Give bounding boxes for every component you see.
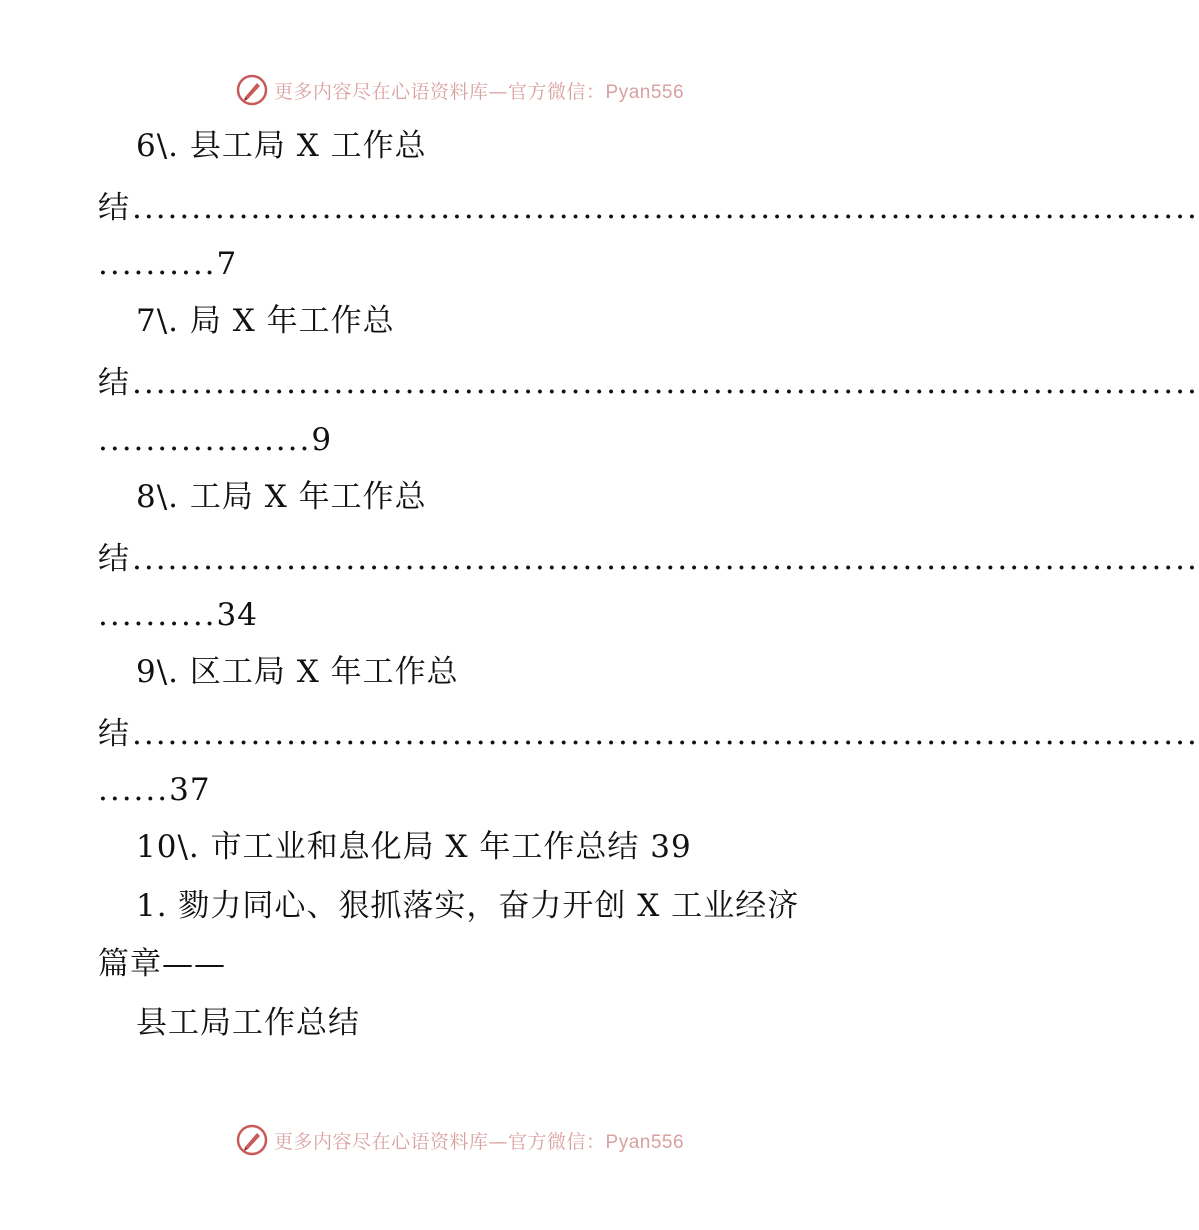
section-1-heading-line1: 1. 勠力同心、狠抓落实，奋力开创 X 工业经济 xyxy=(136,888,800,924)
toc-item-6-leader-tail xyxy=(98,244,237,284)
toc-item-8-suffix: 结 xyxy=(98,541,130,577)
toc-item-7-leader: .......................................................................................... xyxy=(132,365,1199,401)
toc-item-9-suffix: 结 xyxy=(98,716,130,752)
toc-item-10[interactable]: 10\. 市工业和息化局 X 年工作总结 39 xyxy=(136,829,692,865)
watermark-wechat: Pyan556 xyxy=(605,81,685,103)
toc-item-8-title[interactable]: 8\. 工局 X 年工作总 xyxy=(136,479,427,515)
toc-item-6-leader: .......................................................................................... xyxy=(132,190,1199,226)
toc-item-7-leader-tail xyxy=(98,420,332,460)
toc-item-8-dots: .......... xyxy=(98,597,217,633)
watermark-text: 更多内容尽在心语资料库—官方微信：Pyan556 xyxy=(274,80,685,103)
toc-item-9-dots: ...... xyxy=(98,772,170,808)
toc-item-8-leader-tail xyxy=(98,595,258,635)
pen-logo-icon xyxy=(236,1124,268,1156)
toc-item-9-leader-tail xyxy=(98,770,211,810)
toc-item-9-page[interactable]: 37 xyxy=(169,772,211,808)
toc-item-6-suffix: 结 xyxy=(98,190,130,226)
watermark-text: 更多内容尽在心语资料库—官方微信：Pyan556 xyxy=(274,1130,685,1153)
toc-item-7-title[interactable]: 7\. 局 X 年工作总 xyxy=(136,303,395,339)
toc-item-7-dots: .................. xyxy=(98,422,312,458)
toc-item-9-title[interactable]: 9\. 区工局 X 年工作总 xyxy=(136,654,459,690)
toc-item-6-title[interactable]: 6\. 县工局 X 工作总 xyxy=(136,128,427,164)
toc-item-7-suffix: 结 xyxy=(98,365,130,401)
toc-item-8-page[interactable]: 34 xyxy=(216,597,258,633)
header-watermark xyxy=(236,72,684,108)
toc-item-6-dots: .......... xyxy=(98,246,217,282)
section-1-subtitle: 县工局工作总结 xyxy=(136,1005,360,1041)
toc-item-9-leader: .......................................................................................... xyxy=(132,716,1199,752)
toc-item-8-leader: .......................................................................................... xyxy=(132,541,1199,577)
pen-logo-icon xyxy=(236,74,268,106)
watermark-wechat: Pyan556 xyxy=(605,1131,685,1153)
section-1-heading-line2: 篇章—— xyxy=(98,946,226,982)
footer-watermark xyxy=(236,1122,684,1158)
toc-item-7-page[interactable]: 9 xyxy=(311,422,333,458)
toc-item-6-page[interactable]: 7 xyxy=(216,246,238,282)
